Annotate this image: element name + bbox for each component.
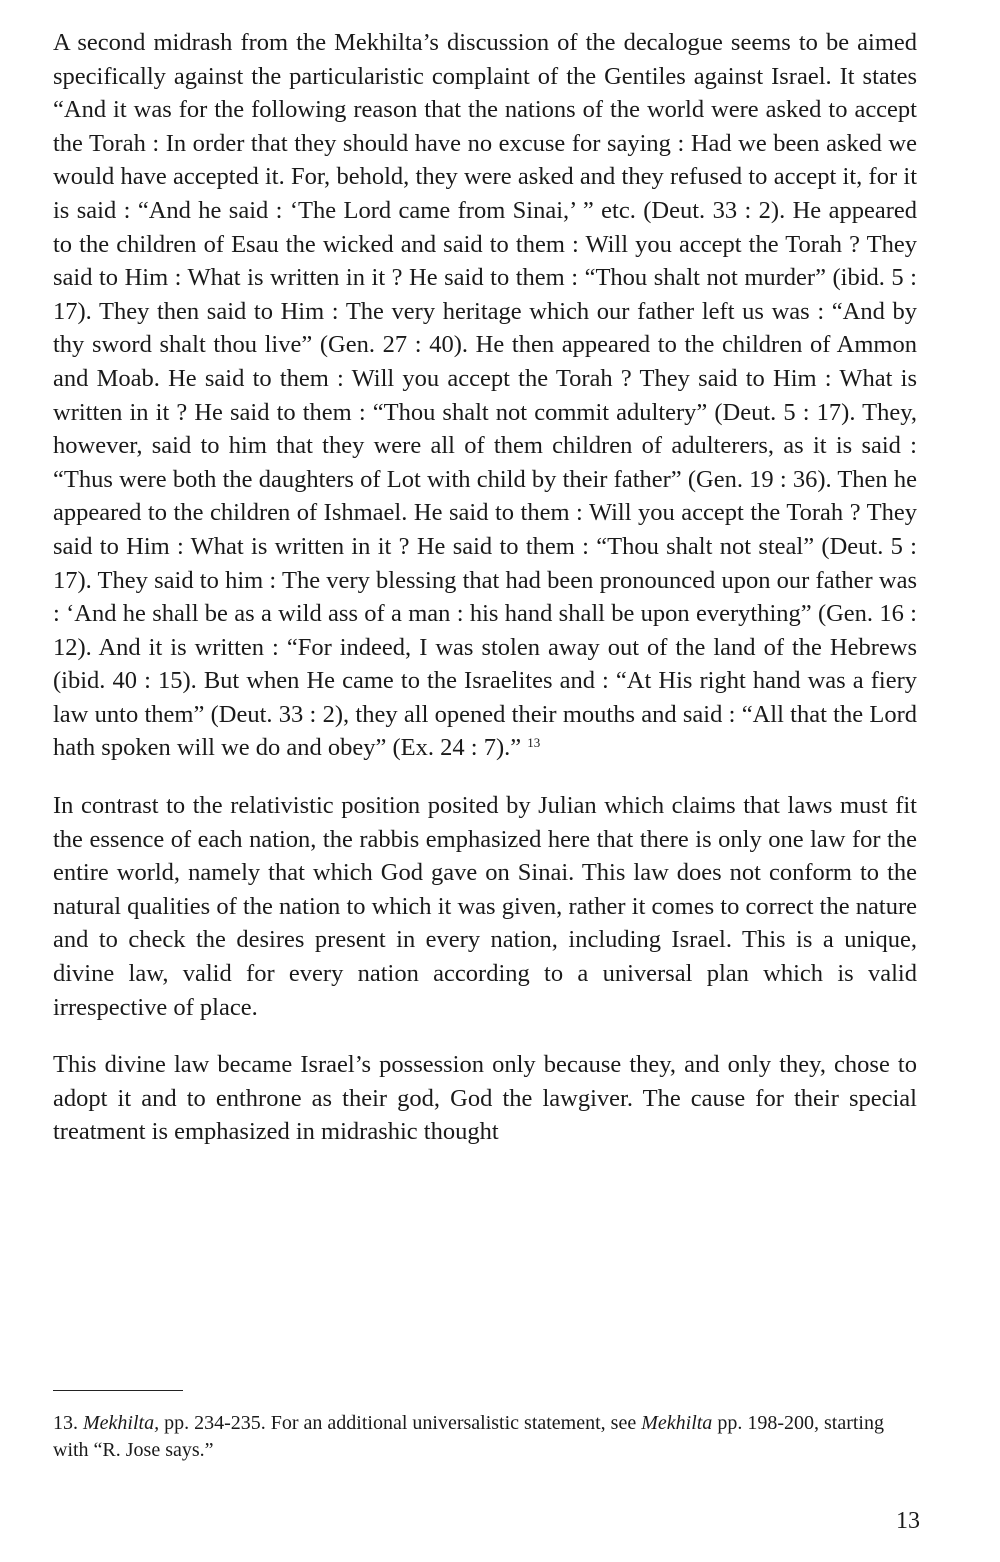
page-number: 13 [896, 1508, 920, 1534]
footnote-work-title-2: Mekhilta [641, 1412, 713, 1434]
paragraph-midrash [53, 26, 917, 765]
footnote-text: pp. 234-235. For an additional universalistic statement, see [159, 1412, 642, 1434]
footnote-divider [53, 1390, 183, 1391]
footnote-reference: 13 [527, 735, 541, 751]
footnote [53, 1410, 917, 1464]
footnote-text-2: pp. 198-200, starting with “R. Jose says.” [53, 1412, 884, 1461]
paragraph-divine-law: This divine law became Israel’s possession only because they, and only they, chose to adopt it and to enthrone as their god, God the lawgiver. The cause for their special treatment is emphasized in midrashic thought [53, 1051, 917, 1146]
paragraph-contrast: In contrast to the relativistic position posited by Julian which claims that laws must fit the essence of each nation, the rabbis emphasized here that there is only one law for the entire world, namely that which God gave on Sinai. This law does not conform to the natural qualities of the nation to which it was given, rather it comes to correct the nature and to check the desires present in every nation, including Israel. This is a unique, divine law, valid for every nation according to a universal plan which is valid irrespective of place. [53, 792, 917, 1021]
page-body [53, 26, 917, 1149]
paragraph-1-text: A second midrash from the Mekhilta’s discussion of the decalogue seems to be aimed specifically against the particularistic complaint of the Gentiles against Israel. It states “And it was for the following reason that the nations of the world were asked to accept the Torah : In order that they should have no excuse for saying : Had we been asked we would have accepted it. For, behold, they were asked and they refused to accept it, for it is said : “And he said : ‘The Lord came from Sinai,’ ” etc. (Deut. 33 : 2). He appeared to the children of Esau the wicked and said to them : Will you accept the Torah ? They said to Him : What is written in it ? He said to them : “Thou shalt not murder” (ibid. 5 : 17). They then said to Him : The very heritage which our father left us was : “And by thy sword shalt thou live” (Gen. 27 : 40). He then appeared to the children of Ammon and Moab. He said to them : Will you accept the Torah ? They said to Him : What is written in it ? He said to them : “Thou shalt not commit adultery” (Deut. 5 : 17). They, however, said to him that they were all of them children of adulterers, as it is said : “Thus were both the daughters of Lot with child by their father” (Gen. 19 : 36). Then he appeared to the children of Ishmael. He said to them : Will you accept the Torah ? They said to Him : What is written in it ? He said to them : “Thou shalt not steal” (Deut. 5 : 17). They said to him : The very blessing that had been pronounced upon our father was : ‘And he shall be as a wild ass of a man : his hand shall be upon everything” (Gen. 16 : 12). And it is written : “For indeed, I was stolen away out of the land of the Hebrews (ibid. 40 : 15). But when He came to the Israelites and : “At His right hand was a fiery law unto them” (Deut. 33 : 2), they all opened their mouths and said : “All that the Lord hath spoken will we do and obey” (Ex. 24 : 7).” [53, 29, 917, 762]
footnote-number: 13. [53, 1412, 78, 1434]
footnote-work-title: Mekhilta, [83, 1412, 160, 1434]
